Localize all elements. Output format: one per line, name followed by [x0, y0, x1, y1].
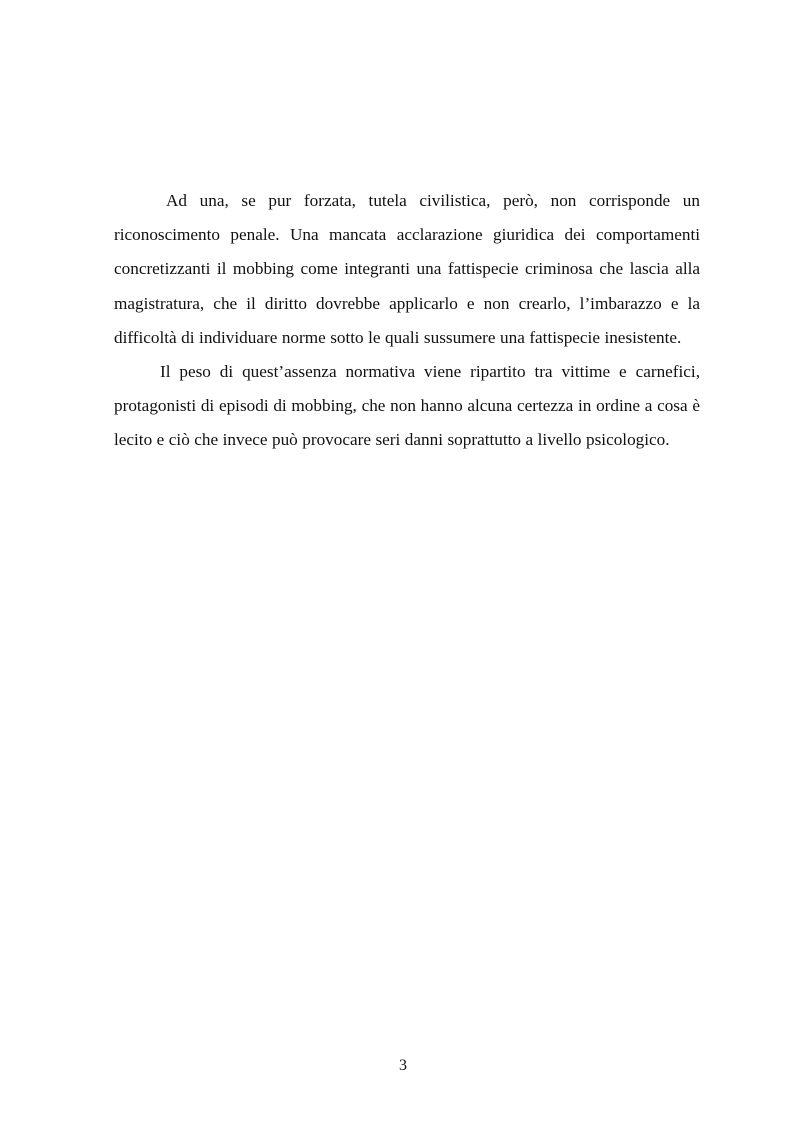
paragraph-2: Il peso di quest’assenza normativa viene ripartito tra vittime e carnefici, protagonisti di episodi di mobbing, che non hanno alcuna certezza in ordine a cosa è lecito e ciò che invece può provocare seri danni soprattutto a livello psicologico.	[114, 362, 700, 450]
page-number: 3	[399, 1057, 407, 1074]
paragraph-1: Ad una, se pur forzata, tutela civilistica, però, non corrisponde un riconoscimento penale. Una mancata acclarazione giuridica dei comportamenti concretizzanti il mobbing come integranti una fattispecie criminosa che lascia alla magistratura, che il diritto dovrebbe applicarlo e non crearlo, l’imbarazzo e la difficoltà di individuare norme sotto le quali sussumere una fattispecie inesistente.	[114, 191, 700, 347]
body-text	[114, 184, 700, 458]
